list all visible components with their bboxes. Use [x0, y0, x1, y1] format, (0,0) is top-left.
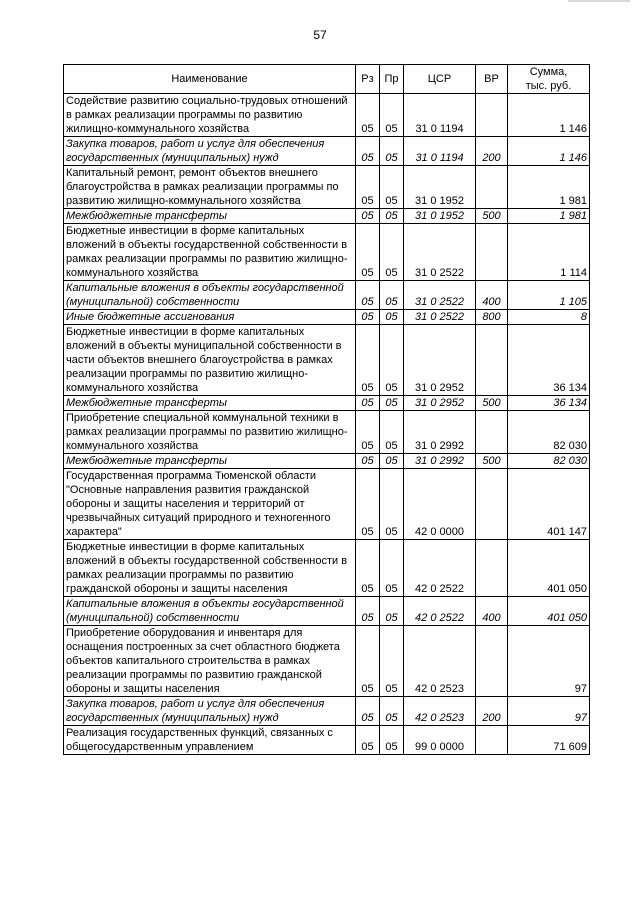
cell-name: Реализация государственных функций, связанных с общегосударственным управлением — [64, 726, 356, 755]
cell-vr — [476, 411, 508, 454]
table-row — [64, 697, 590, 726]
cell-name: Капитальный ремонт, ремонт объектов внешнего благоустройства в рамках реализации программы по развитию жилищно-коммунального хозяйства — [64, 166, 356, 209]
cell-rz: 05 — [356, 166, 380, 209]
cell-sum: 36 134 — [508, 325, 590, 396]
budget-table — [63, 64, 590, 755]
table-row — [64, 137, 590, 166]
cell-csr: 31 0 2992 — [404, 411, 476, 454]
cell-name: Межбюджетные трансферты — [64, 209, 356, 224]
cell-vr — [476, 94, 508, 137]
cell-rz: 05 — [356, 137, 380, 166]
cell-vr: 400 — [476, 281, 508, 310]
cell-pr: 05 — [380, 540, 404, 597]
cell-csr: 31 0 2522 — [404, 224, 476, 281]
table-row — [64, 469, 590, 540]
cell-vr: 800 — [476, 310, 508, 325]
cell-vr — [476, 540, 508, 597]
cell-vr — [476, 726, 508, 755]
table-row — [64, 209, 590, 224]
cell-pr: 05 — [380, 209, 404, 224]
cell-rz: 05 — [356, 325, 380, 396]
table-header-row — [64, 65, 590, 94]
cell-sum: 401 050 — [508, 540, 590, 597]
cell-rz: 05 — [356, 411, 380, 454]
table-row — [64, 411, 590, 454]
cell-vr: 500 — [476, 454, 508, 469]
cell-vr: 400 — [476, 597, 508, 626]
table-row — [64, 325, 590, 396]
cell-csr: 42 0 2522 — [404, 597, 476, 626]
cell-pr: 05 — [380, 697, 404, 726]
cell-pr: 05 — [380, 597, 404, 626]
cell-name: Государственная программа Тюменской области "Основные направления развития гражданской обороны и защиты населения и территорий от чрезвычайных ситуаций природного и техногенного характера" — [64, 469, 356, 540]
cell-rz: 05 — [356, 396, 380, 411]
cell-pr: 05 — [380, 411, 404, 454]
cell-vr — [476, 166, 508, 209]
cell-csr: 99 0 0000 — [404, 726, 476, 755]
cell-rz: 05 — [356, 540, 380, 597]
header-csr: ЦСР — [404, 65, 476, 94]
table-row — [64, 310, 590, 325]
table-row — [64, 94, 590, 137]
cell-name: Капитальные вложения в объекты государственной (муниципальной) собственности — [64, 281, 356, 310]
page-number: 57 — [313, 28, 327, 42]
scan-edge-mark — [568, 0, 630, 2]
cell-name: Капитальные вложения в объекты государственной (муниципальной) собственности — [64, 597, 356, 626]
cell-vr: 200 — [476, 137, 508, 166]
cell-csr: 31 0 1952 — [404, 166, 476, 209]
cell-rz: 05 — [356, 697, 380, 726]
cell-sum: 401 147 — [508, 469, 590, 540]
cell-sum: 82 030 — [508, 454, 590, 469]
cell-name: Бюджетные инвестиции в форме капитальных вложений в объекты муниципальной собственности в части объектов внешнего благоустройства в рамках реализации программы по развитию жилищно-коммунального хозяйства — [64, 325, 356, 396]
cell-csr: 31 0 2952 — [404, 325, 476, 396]
cell-rz: 05 — [356, 469, 380, 540]
cell-vr — [476, 224, 508, 281]
cell-csr: 42 0 2523 — [404, 697, 476, 726]
cell-sum: 97 — [508, 697, 590, 726]
header-rz: Рз — [356, 65, 380, 94]
table-row — [64, 454, 590, 469]
cell-name: Приобретение оборудования и инвентаря для оснащения построенных за счет областного бюджета объектов капитального строительства в рамках реализации программы по развитию гражданской обороны и защиты населения — [64, 626, 356, 697]
cell-pr: 05 — [380, 281, 404, 310]
table-row — [64, 540, 590, 597]
header-name: Наименование — [64, 65, 356, 94]
header-vr: ВР — [476, 65, 508, 94]
cell-csr: 31 0 1194 — [404, 94, 476, 137]
cell-sum: 1 105 — [508, 281, 590, 310]
cell-csr: 31 0 2522 — [404, 281, 476, 310]
cell-pr: 05 — [380, 224, 404, 281]
cell-name: Иные бюджетные ассигнования — [64, 310, 356, 325]
header-sum — [508, 65, 590, 94]
cell-pr: 05 — [380, 726, 404, 755]
cell-sum: 8 — [508, 310, 590, 325]
cell-rz: 05 — [356, 726, 380, 755]
cell-pr: 05 — [380, 94, 404, 137]
cell-sum: 1 981 — [508, 166, 590, 209]
cell-name: Бюджетные инвестиции в форме капитальных вложений в объекты государственной собственности в рамках реализации программы по развитию жилищно-коммунального хозяйства — [64, 224, 356, 281]
cell-csr: 42 0 0000 — [404, 469, 476, 540]
cell-rz: 05 — [356, 224, 380, 281]
cell-pr: 05 — [380, 137, 404, 166]
header-sum-line2: тыс. руб. — [525, 80, 572, 92]
cell-pr: 05 — [380, 166, 404, 209]
cell-pr: 05 — [380, 626, 404, 697]
cell-rz: 05 — [356, 209, 380, 224]
cell-csr: 31 0 1194 — [404, 137, 476, 166]
cell-name: Межбюджетные трансферты — [64, 396, 356, 411]
cell-vr — [476, 325, 508, 396]
cell-name: Межбюджетные трансферты — [64, 454, 356, 469]
table-row — [64, 396, 590, 411]
cell-sum: 82 030 — [508, 411, 590, 454]
cell-csr: 31 0 2992 — [404, 454, 476, 469]
cell-csr: 31 0 2522 — [404, 310, 476, 325]
cell-vr: 200 — [476, 697, 508, 726]
cell-sum: 36 134 — [508, 396, 590, 411]
cell-rz: 05 — [356, 281, 380, 310]
cell-name: Бюджетные инвестиции в форме капитальных вложений в объекты государственной собственности в рамках реализации программы по развитию гражданской обороны и защиты населения — [64, 540, 356, 597]
cell-pr: 05 — [380, 396, 404, 411]
cell-vr: 500 — [476, 396, 508, 411]
header-sum-line1: Сумма, — [529, 66, 568, 78]
cell-vr: 500 — [476, 209, 508, 224]
cell-csr: 42 0 2523 — [404, 626, 476, 697]
table-row — [64, 597, 590, 626]
cell-name: Закупка товаров, работ и услуг для обеспечения государственных (муниципальных) нужд — [64, 137, 356, 166]
header-pr: Пр — [380, 65, 404, 94]
cell-sum: 1 981 — [508, 209, 590, 224]
cell-name: Приобретение специальной коммунальной техники в рамках реализации программы по развитию жилищно-коммунального хозяйства — [64, 411, 356, 454]
cell-sum: 1 146 — [508, 94, 590, 137]
cell-sum: 71 609 — [508, 726, 590, 755]
cell-pr: 05 — [380, 469, 404, 540]
cell-sum: 97 — [508, 626, 590, 697]
table-row — [64, 626, 590, 697]
cell-sum: 1 146 — [508, 137, 590, 166]
table-body — [64, 94, 590, 755]
cell-rz: 05 — [356, 626, 380, 697]
cell-rz: 05 — [356, 454, 380, 469]
cell-name: Содействие развитию социально-трудовых отношений в рамках реализации программы по развитию жилищно-коммунального хозяйства — [64, 94, 356, 137]
cell-name: Закупка товаров, работ и услуг для обеспечения государственных (муниципальных) нужд — [64, 697, 356, 726]
cell-pr: 05 — [380, 310, 404, 325]
cell-pr: 05 — [380, 325, 404, 396]
cell-vr — [476, 469, 508, 540]
table-row — [64, 281, 590, 310]
table-row — [64, 166, 590, 209]
cell-rz: 05 — [356, 597, 380, 626]
cell-csr: 42 0 2522 — [404, 540, 476, 597]
table-row — [64, 224, 590, 281]
cell-sum: 401 050 — [508, 597, 590, 626]
cell-vr — [476, 626, 508, 697]
cell-rz: 05 — [356, 310, 380, 325]
cell-rz: 05 — [356, 94, 380, 137]
table-row — [64, 726, 590, 755]
cell-sum: 1 114 — [508, 224, 590, 281]
cell-pr: 05 — [380, 454, 404, 469]
cell-csr: 31 0 1952 — [404, 209, 476, 224]
cell-csr: 31 0 2952 — [404, 396, 476, 411]
